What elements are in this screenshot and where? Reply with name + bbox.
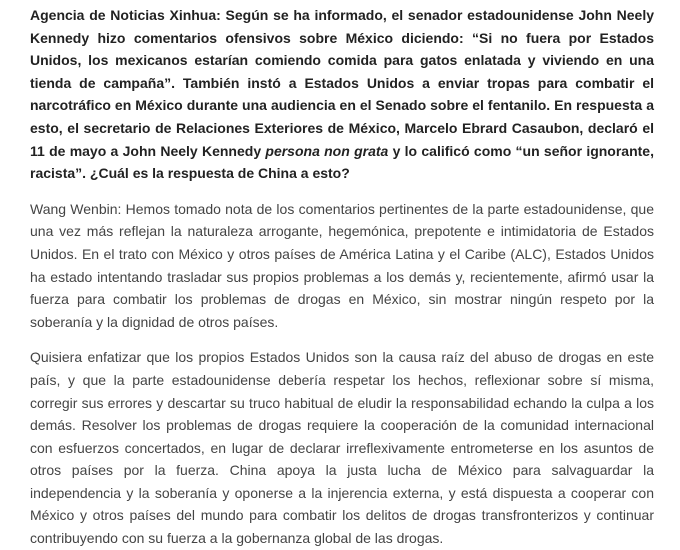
answer-paragraph-2: Quisiera enfatizar que los propios Estados Unidos son la causa raíz del abuso de drogas en este país, y que la parte estadounidense debería respetar los hechos, reflexionar sobre sí misma, corregir sus errores y descartar su truco habitual de eludir la responsabilidad echando la culpa a los demás. Resolver los problemas de drogas requiere la cooperación de la comunidad internacional con esfuerzos concertados, en lugar de declarar irreflexivamente entrometerse en los asuntos de otros países por la fuerza. China apoya la justa lucha de México para salvaguardar la independencia y la soberanía y oponerse a la injerencia externa, y está dispuesta a cooperar con México y otros países del mundo para combatir los delitos de drogas transfronterizos y continuar contribuyendo con su fuerza a la gobernanza global de las drogas. <box>30 349 654 547</box>
question-paragraph <box>30 4 654 185</box>
question-italic-term: persona non grata <box>265 142 389 159</box>
question-text-part2: y lo calificó como “un señor ignorante, racista”. ¿Cuál es la respuesta de China a esto? <box>30 142 654 182</box>
question-text-part1: Agencia de Noticias Xinhua: Según se ha informado, el senador estadounidense John Neely Kennedy hizo comentarios ofensivos sobre México diciendo: “Si no fuera por Estados Unidos, los mexicanos estarían comiendo comida para gatos enlatada y viviendo en una tienda de campaña”. También instó a Estados Unidos a enviar tropas para combatir el narcotráfico en México durante una audiencia en el Senado sobre el fentanilo. En respuesta a esto, el secretario de Relaciones Exteriores de México, Marcelo Ebrard Casaubon, declaró el 11 de mayo a John Neely Kennedy <box>30 7 654 159</box>
answer-paragraph-1: Wang Wenbin: Hemos tomado nota de los comentarios pertinentes de la parte estadounidense, que una vez más reflejan la naturaleza arrogante, hegemónica, prepotente e intimidatoria de Estados Unidos. En el trato con México y otros países de América Latina y el Caribe (ALC), Estados Unidos ha estado intentando trasladar sus propios problemas a los demás y, recientemente, afirmó usar la fuerza para combatir los problemas de drogas en México, sin mostrar ningún respeto por la soberanía y la dignidad de otros países. <box>30 200 654 330</box>
